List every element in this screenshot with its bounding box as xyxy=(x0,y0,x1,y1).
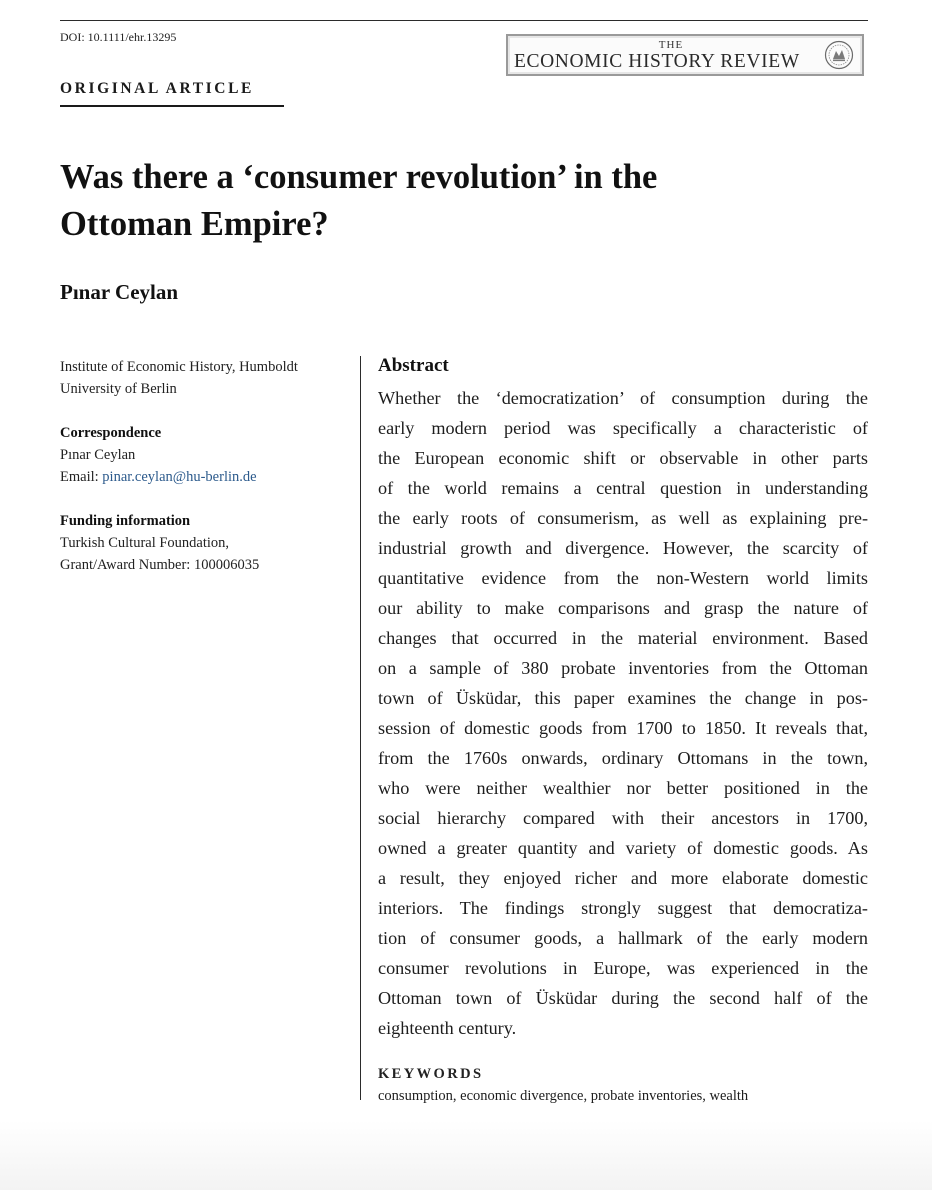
column-divider xyxy=(360,356,361,1100)
funding-block xyxy=(60,510,350,576)
author-name: Pınar Ceylan xyxy=(60,280,179,304)
society-seal-icon xyxy=(824,40,854,70)
article-type-label: ORIGINAL ARTICLE xyxy=(60,80,254,97)
abstract-line: on a sample of 380 probate inventories from the Ottoman xyxy=(378,658,868,678)
keywords-heading: KEYWORDS xyxy=(378,1066,484,1082)
correspondence-email-row xyxy=(60,466,350,488)
abstract-line: industrial growth and divergence. However, the scarcity of xyxy=(378,538,868,558)
article-info-sidebar xyxy=(60,356,350,598)
abstract-line: a result, they enjoyed richer and more elaborate domestic xyxy=(378,868,868,888)
funding-line: Turkish Cultural Foundation, xyxy=(60,535,230,551)
doi-text: DOI: 10.1111/ehr.13295 xyxy=(60,30,177,44)
abstract-heading: Abstract xyxy=(378,355,449,376)
correspondence-heading: Correspondence xyxy=(60,425,162,441)
abstract-text xyxy=(378,383,868,1043)
journal-logo-name: ECONOMIC HISTORY REVIEW xyxy=(514,51,800,72)
affiliation-line: University of Berlin xyxy=(60,381,177,397)
abstract-line: Whether the ‘democratization’ of consumption during the xyxy=(378,388,868,408)
abstract-line: the early roots of consumerism, as well as explaining pre- xyxy=(378,508,868,528)
abstract-line: quantitative evidence from the non-Western world limits xyxy=(378,568,868,588)
abstract-line: our ability to make comparisons and grasp the nature of xyxy=(378,598,868,618)
abstract-line: changes that occurred in the material environment. Based xyxy=(378,628,868,648)
abstract-line: consumer revolutions in Europe, was experienced in the xyxy=(378,958,868,978)
email-label: Email: xyxy=(60,469,103,485)
abstract-line: session of domestic goods from 1700 to 1850. It reveals that, xyxy=(378,718,868,738)
affiliation-line: Institute of Economic History, Humboldt xyxy=(60,359,298,375)
keywords-list: consumption, economic divergence, probate inventories, wealth xyxy=(378,1088,749,1104)
affiliation-block xyxy=(60,356,350,400)
abstract-line: eighteenth century. xyxy=(378,1018,517,1038)
abstract-line: interiors. The findings strongly suggest that democratiza- xyxy=(378,898,868,918)
abstract-line: town of Üsküdar, this paper examines the change in pos- xyxy=(378,688,868,708)
journal-logo xyxy=(506,34,864,76)
email-link[interactable]: pinar.ceylan@hu-berlin.de xyxy=(102,469,257,485)
abstract-line: of the world remains a central question in understanding xyxy=(378,478,868,498)
journal-logo-the: THE xyxy=(658,39,684,51)
abstract-line: the European economic shift or observable in other parts xyxy=(378,448,868,468)
correspondence-block xyxy=(60,422,350,488)
abstract-line: tion of consumer goods, a hallmark of the early modern xyxy=(378,928,868,948)
abstract-line: who were neither wealthier nor better positioned in the xyxy=(378,778,868,798)
article-type-underline xyxy=(60,105,284,107)
page-bottom-shade xyxy=(0,1120,932,1190)
header-rule xyxy=(60,20,868,21)
abstract-line: owned a greater quantity and variety of domestic goods. As xyxy=(378,838,868,858)
correspondence-name: Pınar Ceylan xyxy=(60,447,136,463)
abstract-line: Ottoman town of Üsküdar during the second half of the xyxy=(378,988,868,1008)
abstract-line: early modern period was specifically a characteristic of xyxy=(378,418,868,438)
abstract-line: from the 1760s onwards, ordinary Ottomans in the town, xyxy=(378,748,868,768)
article-title: Was there a ‘consumer revolution’ in the Ottoman Empire? xyxy=(60,158,658,243)
funding-line: Grant/Award Number: 100006035 xyxy=(60,557,260,573)
abstract-line: social hierarchy compared with their ancestors in 1700, xyxy=(378,808,868,828)
funding-heading: Funding information xyxy=(60,513,191,529)
